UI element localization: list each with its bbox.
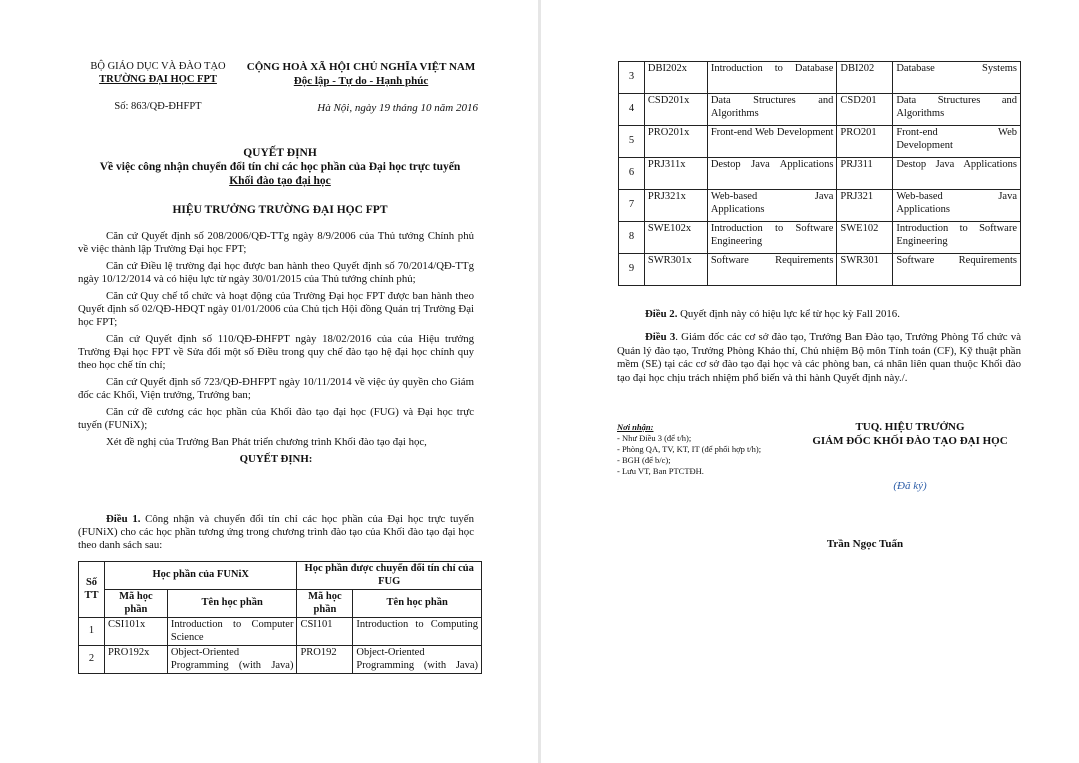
basis-paragraph: Căn cứ Điều lệ trường đại học được ban hành theo Quyết định số 70/2014/QĐ-TTg ngày 10/12/2014 và có hiệu lực từ ngày 30/01/2015 của Thủ tướng chính phủ;: [78, 260, 474, 285]
signer-name: Trần Ngọc Tuấn: [826, 538, 904, 550]
article-3-text: . Giám đốc các cơ sở đào tạo, Trưởng Ban Đào tạo, Trưởng Phòng Tổ chức và Quản lý đào tạo, Trưởng Phòng Khảo thí, Chủ nhiệm Bộ môn Tính toán (CF), Kỹ thuật phần mềm (SE) tại các cơ sở đào tạo đại học và các phòng ban, cá nhân liên quan thuộc Khối đào tạo đại học chịu trách nhiệm phổ biến và thi hành Quyết định này./.: [617, 331, 1021, 384]
national-header: [236, 60, 486, 115]
funix-name-cell: Data Structures and Algorithms: [707, 94, 837, 126]
national-motto: Độc lập - Tự do - Hạnh phúc: [293, 75, 429, 87]
col-header-fug: Học phần được chuyển đổi tín chỉ của FUG: [297, 562, 482, 590]
basis-paragraph: Căn cứ Quyết định số 723/QĐ-ĐHFPT ngày 10/11/2014 về việc ủy quyền cho Giám đốc các Khối, Viện trưởng, Trưởng ban;: [78, 376, 474, 401]
table-row: [619, 126, 1021, 158]
fug-code-cell: PRO201: [837, 126, 893, 158]
funix-name-cell: Destop Java Applications: [707, 158, 837, 190]
funix-code-cell: CSD201x: [644, 94, 707, 126]
fug-code-cell: SWR301: [837, 254, 893, 286]
table-row: [79, 646, 482, 674]
recipient-item: - Như Điều 3 (để t/h);: [617, 433, 692, 443]
issuer-title: HIỆU TRƯỞNG TRƯỜNG ĐẠI HỌC FPT: [172, 204, 388, 216]
funix-name-cell: Front-end Web Development: [707, 126, 837, 158]
row-number: 3: [619, 62, 645, 94]
row-number: 5: [619, 126, 645, 158]
article-3-label: Điều 3: [645, 331, 676, 343]
decision-subject-line2: Khối đào tạo đại học: [229, 175, 331, 187]
col-header-no: Số TT: [79, 562, 105, 618]
funix-name-cell: Software Requirements: [707, 254, 837, 286]
funix-name-cell: Web-based Java Applications: [707, 190, 837, 222]
col-header-funix-code: Mã học phần: [104, 590, 167, 618]
funix-code-cell: PRO201x: [644, 126, 707, 158]
funix-code-cell: SWR301x: [644, 254, 707, 286]
table-row: [619, 158, 1021, 190]
basis-paragraph: Căn cứ đề cương các học phần của Khối đào tạo đại học (FUG) và Đại học trực tuyến (FUNiX);: [78, 406, 474, 431]
funix-code-cell: DBI202x: [644, 62, 707, 94]
fug-code-cell: CSD201: [837, 94, 893, 126]
signature-authority: TUQ. HIỆU TRƯỞNG: [855, 421, 965, 433]
row-number: 6: [619, 158, 645, 190]
col-header-funix-name: Tên học phần: [167, 590, 297, 618]
row-number: 7: [619, 190, 645, 222]
row-number: 4: [619, 94, 645, 126]
row-number: 9: [619, 254, 645, 286]
fug-code-cell: PRJ321: [837, 190, 893, 222]
course-table-part1: [78, 561, 482, 674]
basis-paragraph: Căn cứ Quyết định số 208/2006/QĐ-TTg ngày 8/9/2006 của Thủ tướng Chính phủ về việc thành lập Trường Đại học FPT;: [78, 230, 474, 255]
basis-paragraph: Căn cứ Quyết định số 110/QĐ-ĐHFPT ngày 18/02/2016 của của Hiệu trưởng Trường Đại học FPT về Sửa đổi một số Điều trong quy chế đào tạo hệ đại học chính quy theo học chế tín chỉ;: [78, 333, 474, 371]
fug-name-cell: Web-based Java Applications: [893, 190, 1021, 222]
table-row: [619, 222, 1021, 254]
funix-code-cell: SWE102x: [644, 222, 707, 254]
decides-label: QUYẾT ĐỊNH:: [239, 453, 313, 465]
fug-name-cell: Destop Java Applications: [893, 158, 1021, 190]
article-2: [617, 308, 1021, 321]
fug-code-cell: PRO192: [297, 646, 353, 674]
funix-name-cell: Introduction to Database: [707, 62, 837, 94]
funix-name-cell: Object-Oriented Programming (with Java): [167, 646, 297, 674]
col-header-fug-code: Mã học phần: [297, 590, 353, 618]
signature-block: [790, 421, 1030, 448]
fug-name-cell: Introduction to Computing: [353, 618, 482, 646]
fug-name-cell: Software Requirements: [893, 254, 1021, 286]
col-header-fug-name: Tên học phần: [353, 590, 482, 618]
table-row: [619, 254, 1021, 286]
issuer-header: [78, 60, 238, 113]
recipient-item: - Phòng QA, TV, KT, IT (để phối hợp t/h);: [617, 444, 762, 454]
article-1: [78, 513, 474, 552]
ministry-name: BỘ GIÁO DỤC VÀ ĐÀO TẠO: [90, 61, 226, 72]
funix-code-cell: PRO192x: [104, 646, 167, 674]
funix-code-cell: CSI101x: [104, 618, 167, 646]
fug-name-cell: Introduction to Software Engineering: [893, 222, 1021, 254]
fug-code-cell: SWE102: [837, 222, 893, 254]
table-row: [79, 618, 482, 646]
recipient-item: - BGH (để b/c);: [617, 455, 671, 465]
funix-name-cell: Introduction to Software Engineering: [707, 222, 837, 254]
funix-code-cell: PRJ311x: [644, 158, 707, 190]
decision-subject-line1: Về việc công nhận chuyển đổi tín chỉ các học phần của Đại học trực tuyến: [99, 161, 461, 173]
recipient-item: - Lưu VT, Ban PTCTĐH.: [617, 466, 704, 476]
table-row: [619, 62, 1021, 94]
signed-note: (Đã ký): [893, 480, 927, 492]
col-header-funix: Học phần của FUNiX: [104, 562, 297, 590]
basis-paragraph: Căn cứ Quy chế tổ chức và hoạt động của Trường Đại học FPT được ban hành theo Quyết định số 02/QĐ-HĐQT ngày 01/01/2006 của Chủ tịch Hội đồng Quản trị Trường Đại học FPT;: [78, 290, 474, 328]
signature-position: GIÁM ĐỐC KHỐI ĐÀO TẠO ĐẠI HỌC: [812, 434, 1008, 447]
fug-name-cell: Database Systems: [893, 62, 1021, 94]
row-number: 1: [79, 618, 105, 646]
article-1-label: Điều 1.: [106, 513, 141, 525]
table-row: [619, 190, 1021, 222]
date-line: Hà Nội, ngày 19 tháng 10 năm 2016: [317, 102, 478, 114]
article-2-label: Điều 2.: [645, 308, 678, 320]
legal-bases: [78, 230, 474, 470]
fug-code-cell: PRJ311: [837, 158, 893, 190]
fug-name-cell: Front-end Web Development: [893, 126, 1021, 158]
fug-code-cell: CSI101: [297, 618, 353, 646]
row-number: 2: [79, 646, 105, 674]
article-1-text: Công nhận và chuyển đổi tín chỉ các học phần của Đại học trực tuyến (FUNiX) cho các học phần tương ứng trong chương trình đào tạo của Khối đào tạo đại học theo danh sách sau:: [78, 513, 474, 551]
decision-title: [78, 146, 482, 188]
row-number: 8: [619, 222, 645, 254]
decision-heading: QUYẾT ĐỊNH: [243, 147, 317, 159]
recipients-block: [617, 422, 807, 477]
table-row: [619, 94, 1021, 126]
basis-paragraph: Xét đề nghị của Trưởng Ban Phát triển chương trình Khối đào tạo đại học,: [106, 436, 427, 448]
university-name: TRƯỜNG ĐẠI HỌC FPT: [99, 74, 217, 85]
nation-name: CỘNG HOÀ XÃ HỘI CHỦ NGHĨA VIỆT NAM: [246, 61, 476, 73]
course-table-part2: [618, 61, 1021, 286]
fug-code-cell: DBI202: [837, 62, 893, 94]
fug-name-cell: Object-Oriented Programming (with Java): [353, 646, 482, 674]
funix-code-cell: PRJ321x: [644, 190, 707, 222]
article-2-text: Quyết định này có hiệu lực kể từ học kỳ Fall 2016.: [677, 308, 900, 320]
document-number: Số: 863/QĐ-ĐHFPT: [114, 101, 202, 112]
recipients-heading: Nơi nhận:: [617, 422, 654, 432]
article-3: [617, 331, 1021, 385]
fug-name-cell: Data Structures and Algorithms: [893, 94, 1021, 126]
funix-name-cell: Introduction to Computer Science: [167, 618, 297, 646]
